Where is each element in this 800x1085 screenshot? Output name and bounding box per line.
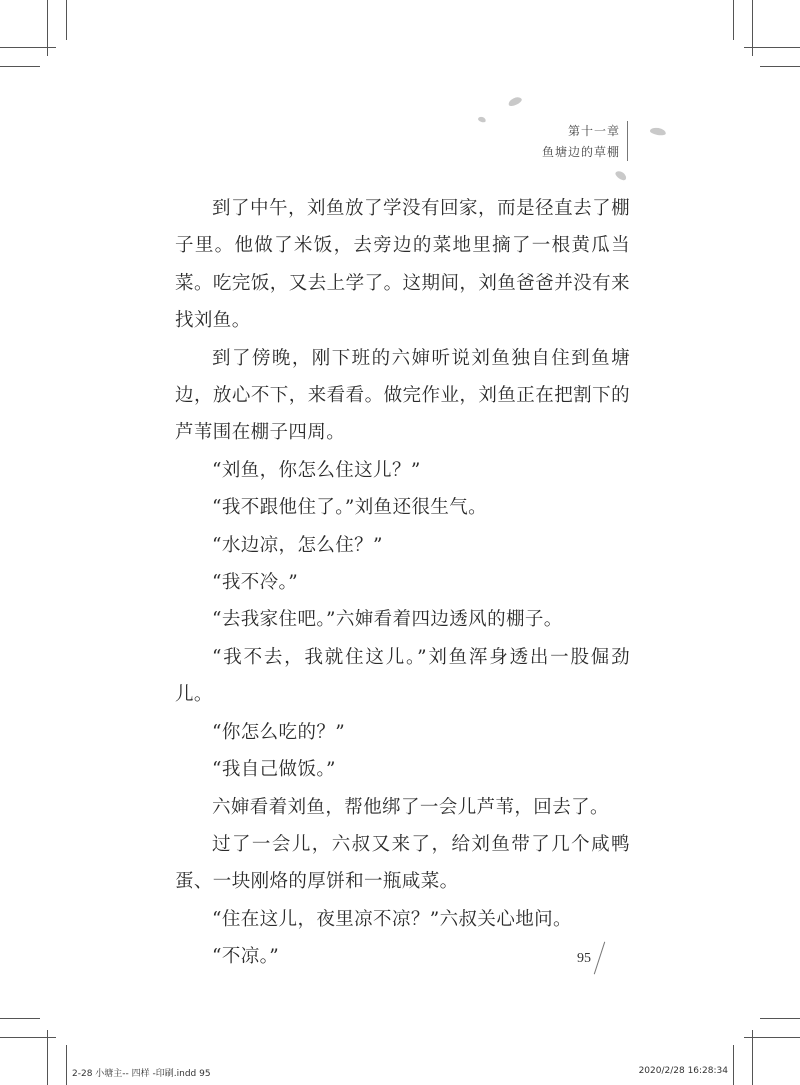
crop-mark-top-left-h2	[0, 66, 40, 67]
crop-mark-bottom-left-v2	[66, 1045, 67, 1085]
crop-mark-top-right-v2	[733, 0, 734, 40]
paragraph: “我不去，我就住这儿。”刘鱼浑身透出一股倔劲儿。	[175, 646, 630, 706]
chapter-number: 第十一章	[567, 124, 620, 138]
crop-mark-top-right-h2	[760, 66, 800, 67]
paragraph: “水边凉，怎么住？”	[212, 534, 383, 556]
paragraph: “你怎么吃的？”	[212, 721, 346, 743]
crop-mark-top-left-v2	[66, 0, 67, 40]
paragraph: 过了一会儿，六叔又来了，给刘鱼带了几个咸鸭蛋、一块刚烙的厚饼和一瓶咸菜。	[175, 833, 630, 893]
print-footer-timestamp: 2020/2/28 16:28:34	[638, 1066, 728, 1076]
paragraph: “我不冷。”	[212, 572, 299, 594]
page-number: 95	[577, 951, 591, 966]
crop-mark-top-left-h	[0, 47, 56, 48]
paragraph: “住在这儿，夜里凉不凉？”六叔关心地问。	[212, 908, 572, 930]
paragraph: “不凉。”	[212, 946, 280, 968]
chapter-title: 鱼塘边的草棚	[541, 145, 620, 159]
paragraph: 六婶看着刘鱼，帮他绑了一会儿芦苇，回去了。	[212, 796, 609, 818]
petal-decoration	[477, 116, 486, 123]
paragraph: 到了傍晚，刚下班的六婶听说刘鱼独自住到鱼塘边，放心不下，来看看。做完作业，刘鱼正在把割下的芦苇围在棚子四周。	[175, 347, 630, 444]
chapter-header	[542, 121, 620, 163]
crop-mark-top-right-h	[744, 47, 800, 48]
paragraph: “我自己做饭。”	[212, 759, 336, 781]
petal-decoration	[507, 95, 523, 107]
paragraph: “去我家住吧。”六婶看着四边透风的棚子。	[212, 609, 563, 631]
petal-decoration	[614, 169, 628, 182]
crop-mark-bottom-left-h2	[0, 1018, 40, 1019]
chapter-header-rule	[627, 121, 628, 161]
paragraph: “刘鱼，你怎么住这儿？”	[212, 459, 421, 481]
paragraph: “我不跟他住了。”刘鱼还很生气。	[212, 497, 488, 519]
print-footer-filename: 2-28 小塘主-- 四样 -印刷.indd 95	[72, 1069, 211, 1079]
crop-mark-bottom-right-v	[752, 1030, 753, 1085]
body-text	[175, 190, 630, 976]
crop-mark-bottom-left-v	[47, 1030, 48, 1085]
petal-decoration	[650, 127, 667, 137]
crop-mark-bottom-right-v2	[733, 1045, 734, 1085]
crop-mark-bottom-left-h	[0, 1037, 56, 1038]
crop-mark-bottom-right-h	[744, 1037, 800, 1038]
crop-mark-bottom-right-h2	[760, 1018, 800, 1019]
paragraph: 到了中午，刘鱼放了学没有回家，而是径直去了棚子里。他做了米饭，去旁边的菜地里摘了一根黄瓜当菜。吃完饭，又去上学了。这期间，刘鱼爸爸并没有来找刘鱼。	[175, 198, 630, 332]
